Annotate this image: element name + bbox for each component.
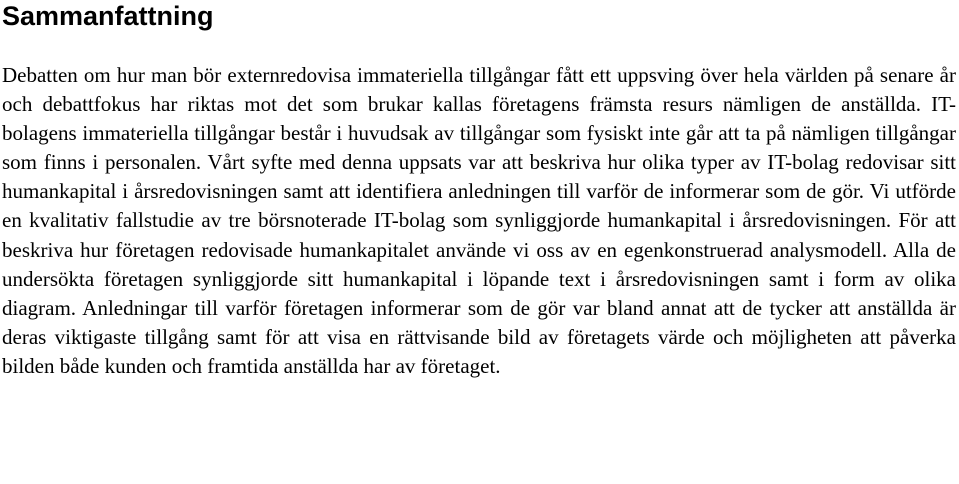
section-heading: Sammanfattning [2,1,214,31]
summary-paragraph: Debatten om hur man bör externredovisa immateriella tillgångar fått ett uppsving över hela världen på senare år och debattfokus har riktas mot det som brukar kallas företagens främsta resurs nämligen de anställda. IT-bolagens immateriella tillgångar består i huvudsak av tillgångar som fysiskt inte går att ta på nämligen tillgångar som finns i personalen. Vårt syfte med denna uppsats var att beskriva hur olika typer av IT-bolag redovisar sitt humankapital i årsredovisningen samt att identifiera anledningen till varför de informerar som de gör. Vi utförde en kvalitativ fallstudie av tre börsnoterade IT-bolag som synliggjorde humankapital i årsredovisningen. För att beskriva hur företagen redovisade humankapitalet använde vi oss av en egenkonstruerad analysmodell. Alla de undersökta företagen synliggjorde sitt humankapital i löpande text i årsredovisningen samt i form av olika diagram. Anledningar till varför företagen informerar som de gör var bland annat att de tycker att anställda är deras viktigaste tillgång samt för att visa en rättvisande bild av företagets värde och möjligheten att påverka bilden både kunden och framtida anställda har av företaget. [2,63,956,378]
document-page [2,0,956,381]
